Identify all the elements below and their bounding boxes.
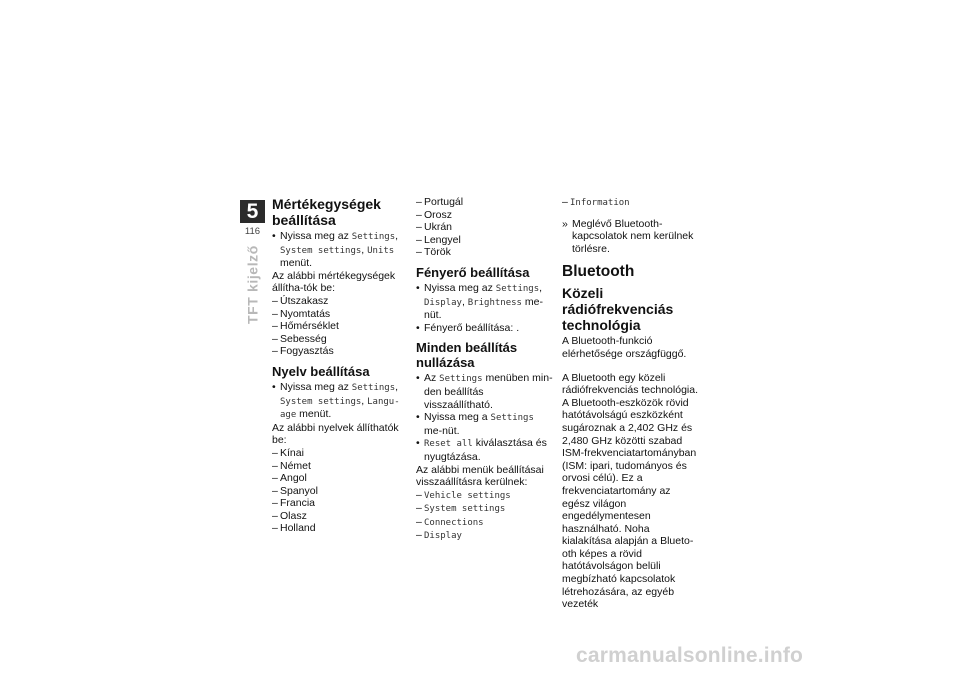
chapter-side-title: TFT kijelző [244, 245, 261, 324]
bluetooth-description: A Bluetooth egy közeli rádiófrekvenciás technológia. A Bluetooth-eszközök rövid hatótávolságú eszközként sugároznak a 2,402 GHz és 2,480 GHz közötti szabad ISM-frekvenciatartományban (ISM: ipari, tudományos és orvosi célú). Ez a frekvenciatartomány az egész világon engedélymentesen használható. Noha kialakítása alapján a Blueto-oth képes a rövid hatótávolságon belüli megbízható kapcsolatok létrehozására, az egyéb vezeték [562, 371, 698, 611]
list-item: – Vehicle settings [416, 489, 554, 503]
menu-path-settings: Settings [439, 374, 483, 385]
language-heading: Nyelv beállítása [272, 363, 370, 379]
chapter-number-badge: 5 [240, 200, 265, 223]
menu-path-settings: Settings [351, 232, 396, 242]
list-item: – Connections [416, 516, 554, 530]
list-item: – Ukrán [416, 221, 554, 234]
list-item: – Spanyol [272, 485, 408, 498]
list-item: – Sebesség [272, 333, 408, 346]
menu-path-brightness: Brightness [467, 297, 522, 308]
list-item: – Lengyel [416, 234, 554, 247]
language-instruction: • Nyissa meg az Settings, System settings, Langu-age menüt. [272, 381, 408, 422]
reset-confirm: • Reset all kiválasztása és nyugtázása. [416, 437, 554, 463]
reset-info: • Az Settings menüben min-den beállítás visszaállítható. [416, 372, 554, 411]
bluetooth-note: » Meglévő Bluetooth-kapcsolatok nem kerülnek törlésre. [562, 218, 700, 256]
list-item: – Fogyasztás [272, 345, 408, 358]
reset-intro: Az alábbi menük beállításai visszaállításra kerülnek: [416, 463, 544, 489]
list-item: – Nyomtatás [272, 308, 408, 321]
availability-paragraph: A Bluetooth-funkció elérhetősége országfüggő. [562, 335, 687, 360]
list-item: – Hőmérséklet [272, 320, 408, 333]
column-3 [562, 196, 700, 611]
menu-path-language: Langu-age [280, 396, 400, 421]
menu-path-reset-all: Reset all [424, 439, 473, 450]
list-item: – Kínai [272, 447, 408, 460]
column-1 [272, 196, 408, 535]
list-item: – Olasz [272, 510, 408, 523]
list-item: – Orosz [416, 209, 554, 222]
language-intro: Az alábbi nyelvek állíthatók be: [272, 421, 399, 447]
list-item: – Display [416, 529, 554, 543]
menu-path-settings: Settings [490, 413, 534, 424]
menu-path-units: Units [367, 245, 395, 256]
nfc-heading: Közeli rádiófrekvenciás technológia [562, 285, 674, 334]
bluetooth-heading: Bluetooth [562, 263, 635, 281]
reset-open-menu: • Nyissa meg a Settings me-nüt. [416, 411, 554, 437]
reset-heading: Minden beállítás nullázása [416, 340, 518, 371]
units-heading: Mértékegységek beállítása [272, 196, 381, 228]
brightness-instruction: • Nyissa meg az Settings, Display, Brightness me-nüt. [416, 282, 554, 322]
list-item: – Útszakasz [272, 295, 408, 308]
list-item: – Holland [272, 522, 408, 535]
column-2 [416, 196, 554, 543]
menu-path-display: Display [424, 297, 462, 308]
brightness-setting: • Fényerő beállítása: . [416, 322, 554, 335]
units-intro: Az alábbi mértékegységek állítha-tók be: [272, 269, 396, 295]
menu-path-system-settings: System settings [280, 245, 362, 256]
units-instruction: • Nyissa meg az Settings, System settings, Units menüt. [272, 230, 408, 270]
list-item: – System settings [416, 502, 554, 516]
menu-path-settings: Settings [495, 283, 540, 294]
list-item: – Portugál [416, 196, 554, 209]
list-item: – Német [272, 460, 408, 473]
list-item: – Török [416, 246, 554, 259]
list-item: – Francia [272, 497, 408, 510]
watermark: carmanualsonline.info [576, 644, 804, 667]
brightness-heading: Fényerő beállítása [416, 264, 530, 280]
page-number: 116 [244, 226, 261, 237]
list-item: – Information [562, 196, 700, 210]
menu-path-system-settings: System settings [280, 396, 362, 407]
list-item: – Angol [272, 472, 408, 485]
menu-path-settings: Settings [351, 382, 396, 393]
